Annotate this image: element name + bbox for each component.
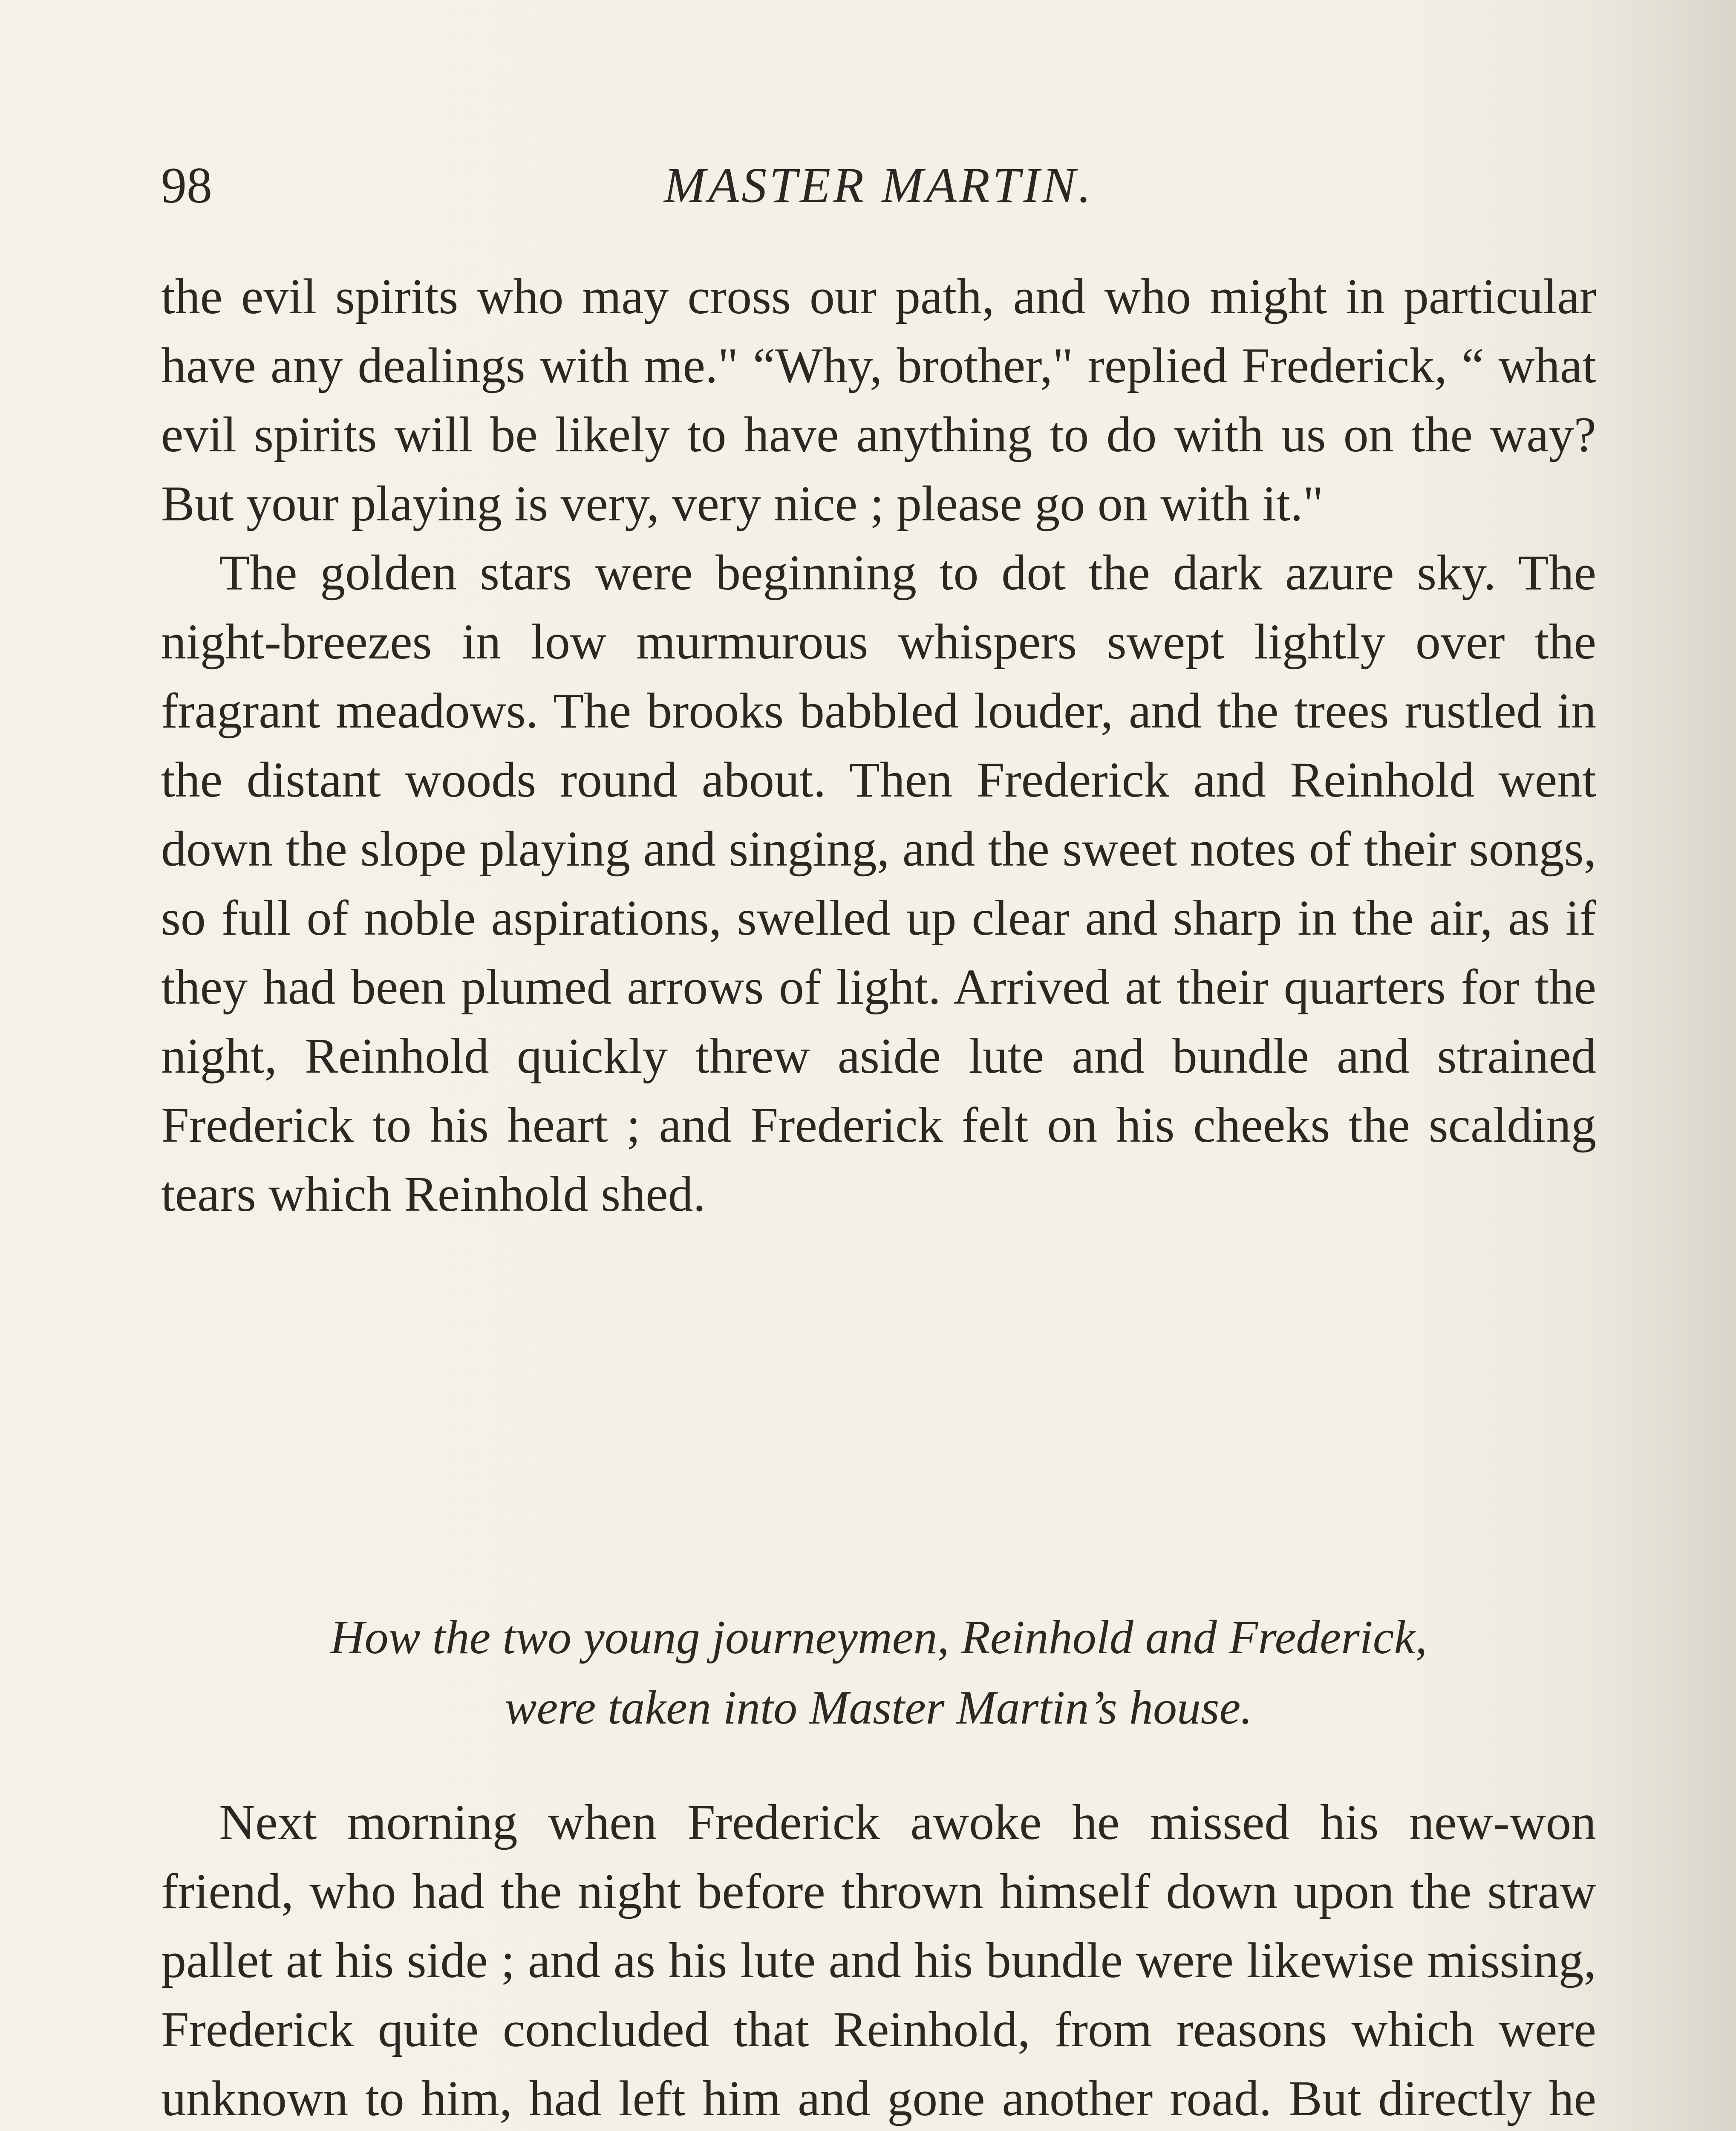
- running-title: MASTER MARTIN.: [663, 157, 1094, 213]
- paragraph-continuation: the evil spirits who may cross our path, and who might in particular have any dealings with me." “Why, brother," replied Frederick, “ what evil spirits will be likely to have anything to do with us on the way? But your playing is very, very nice ; please go on with it.": [161, 269, 1596, 531]
- paragraph-golden-stars: The golden stars were beginning to dot the dark azure sky. The night-breezes in low murmurous whispers swept lightly over the fragrant meadows. The brooks babbled louder, and the trees rustled in the distant woods round about. Then Frederick and Reinhold went down the slope playing and singing, and the sweet notes of their songs, so full of noble aspirations, swelled up clear and sharp in the air, as if they had been plumed arrows of light. Arrived at their quarters for the night, Reinhold quickly threw aside lute and bundle and strained Frederick to his heart ; and Frederick felt on his cheeks the scalding tears which Reinhold shed.: [161, 545, 1596, 1222]
- section-heading: [161, 1603, 1596, 1743]
- section-heading-line-1: How the two young journeymen, Reinhold and Frederick,: [330, 1611, 1427, 1664]
- paragraph-next-morning: Next morning when Frederick awoke he missed his new-won friend, who had the night before thrown himself down upon the straw pallet at his side ; and as his lute and his bundle were likewise missing, Frederick quite concluded that Reinhold, from reasons which were unknown to him, had left him and gone another road. But directly he: [161, 1794, 1596, 2126]
- page-number: 98: [161, 157, 212, 214]
- body-text-section: [161, 1788, 1596, 2131]
- page-header: [161, 153, 1596, 222]
- section-heading-line-2: were taken into Master Martin’s house.: [505, 1681, 1253, 1734]
- body-text-top: [161, 262, 1596, 1229]
